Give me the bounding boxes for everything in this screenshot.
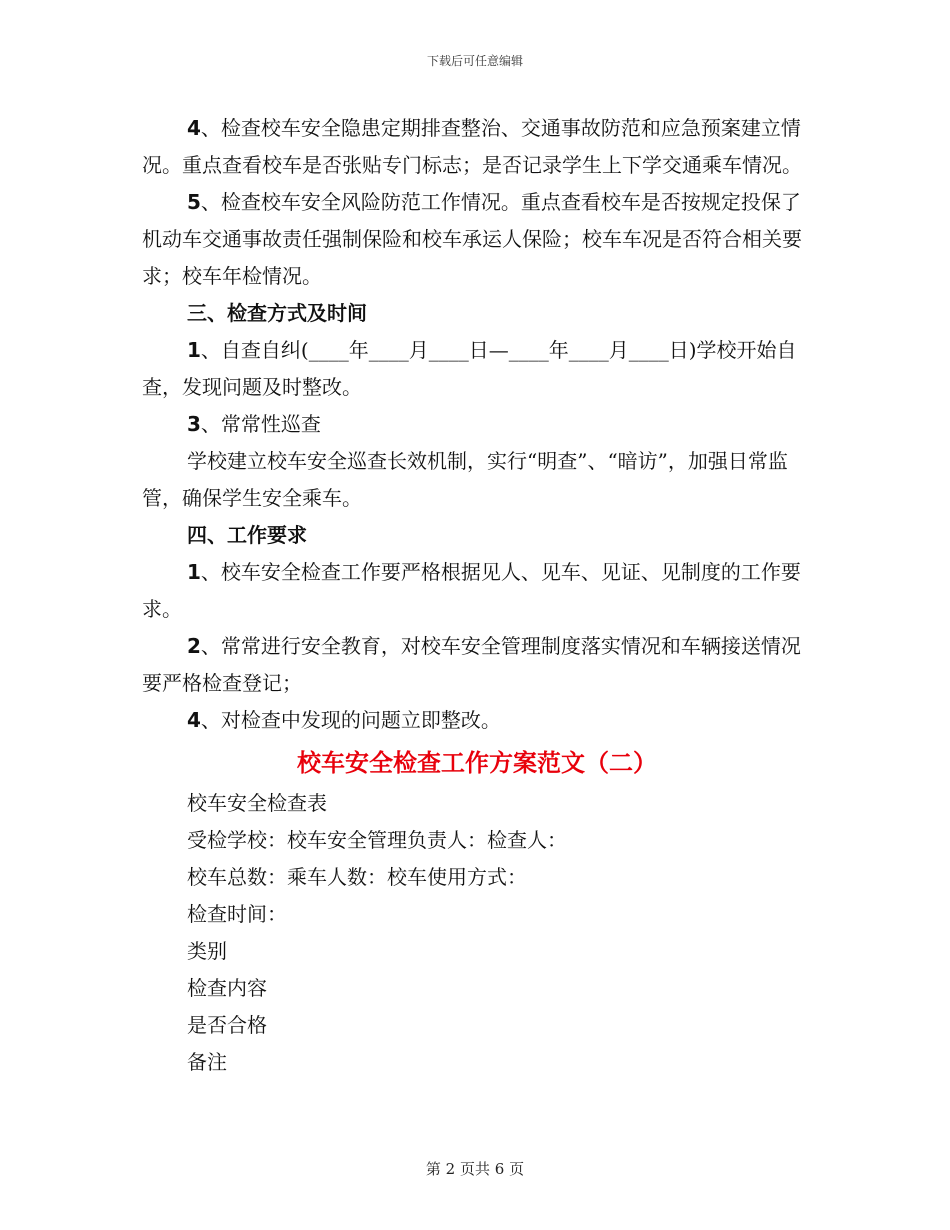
paragraph-req-2 — [142, 628, 812, 702]
item-number: 2 — [187, 634, 201, 658]
section-heading-4: 四、工作要求 — [187, 523, 307, 547]
item-number: 1 — [187, 560, 201, 584]
item-text: 、对检查中发现的问题立即整改。 — [200, 708, 501, 732]
section-heading-3: 三、检查方式及时间 — [187, 301, 367, 325]
item-text: 、检查校车安全隐患定期排查整治、交通事故防范和应急预案建立情况。重点查看校车是否张贴专门标志；是否记录学生上下学交通乘车情况。 — [142, 116, 802, 177]
checklist-school-line: 受检学校：校车安全管理负责人：检查人： — [187, 828, 567, 852]
item-number: 3 — [187, 412, 201, 436]
paragraph-item-5 — [142, 184, 812, 295]
paragraph-item-4 — [142, 110, 812, 184]
page-header: 下载后可任意编辑 — [426, 54, 523, 68]
checklist-title: 校车安全检查表 — [187, 791, 327, 815]
checklist-content: 检查内容 — [187, 976, 267, 1000]
item-text: 、检查校车安全风险防范工作情况。重点查看校车是否按规定投保了机动车交通事故责任强制保险和校车承运人保险；校车车况是否符合相关要求；校车年检情况。 — [142, 190, 802, 288]
item-number: 4 — [187, 116, 201, 140]
document-body — [142, 110, 812, 1081]
item-text: 、自查自纠(____年____月____日—____年____月____日)学校开始自查，发现问题及时整改。 — [142, 338, 797, 399]
document-title-2: 校车安全检查工作方案范文（二） — [297, 748, 657, 777]
item-number: 4 — [187, 708, 201, 732]
checklist-remarks: 备注 — [187, 1050, 227, 1074]
paragraph-req-4 — [142, 702, 812, 739]
paragraph-patrol-detail: 学校建立校车安全巡查长效机制，实行“明查”、“暗访”，加强日常监管，确保学生安全乘车。 — [142, 449, 788, 510]
checklist-time-line: 检查时间： — [187, 902, 287, 926]
item-text: 、常常进行安全教育，对校车安全管理制度落实情况和车辆接送情况要严格检查登记； — [142, 634, 801, 695]
checklist-qualified: 是否合格 — [187, 1013, 267, 1037]
paragraph-self-check — [142, 332, 812, 406]
page-footer: 第 2 页共 6 页 — [425, 1160, 525, 1178]
checklist-category: 类别 — [187, 939, 227, 963]
item-number: 1 — [187, 338, 201, 362]
paragraph-req-1 — [142, 554, 812, 628]
paragraph-patrol — [142, 406, 812, 443]
item-text: 、校车安全检查工作要严格根据见人、见车、见证、见制度的工作要求。 — [142, 560, 801, 621]
checklist-bus-line: 校车总数：乘车人数：校车使用方式： — [187, 865, 527, 889]
item-text: 、常常性巡查 — [200, 412, 321, 436]
item-number: 5 — [187, 190, 201, 214]
